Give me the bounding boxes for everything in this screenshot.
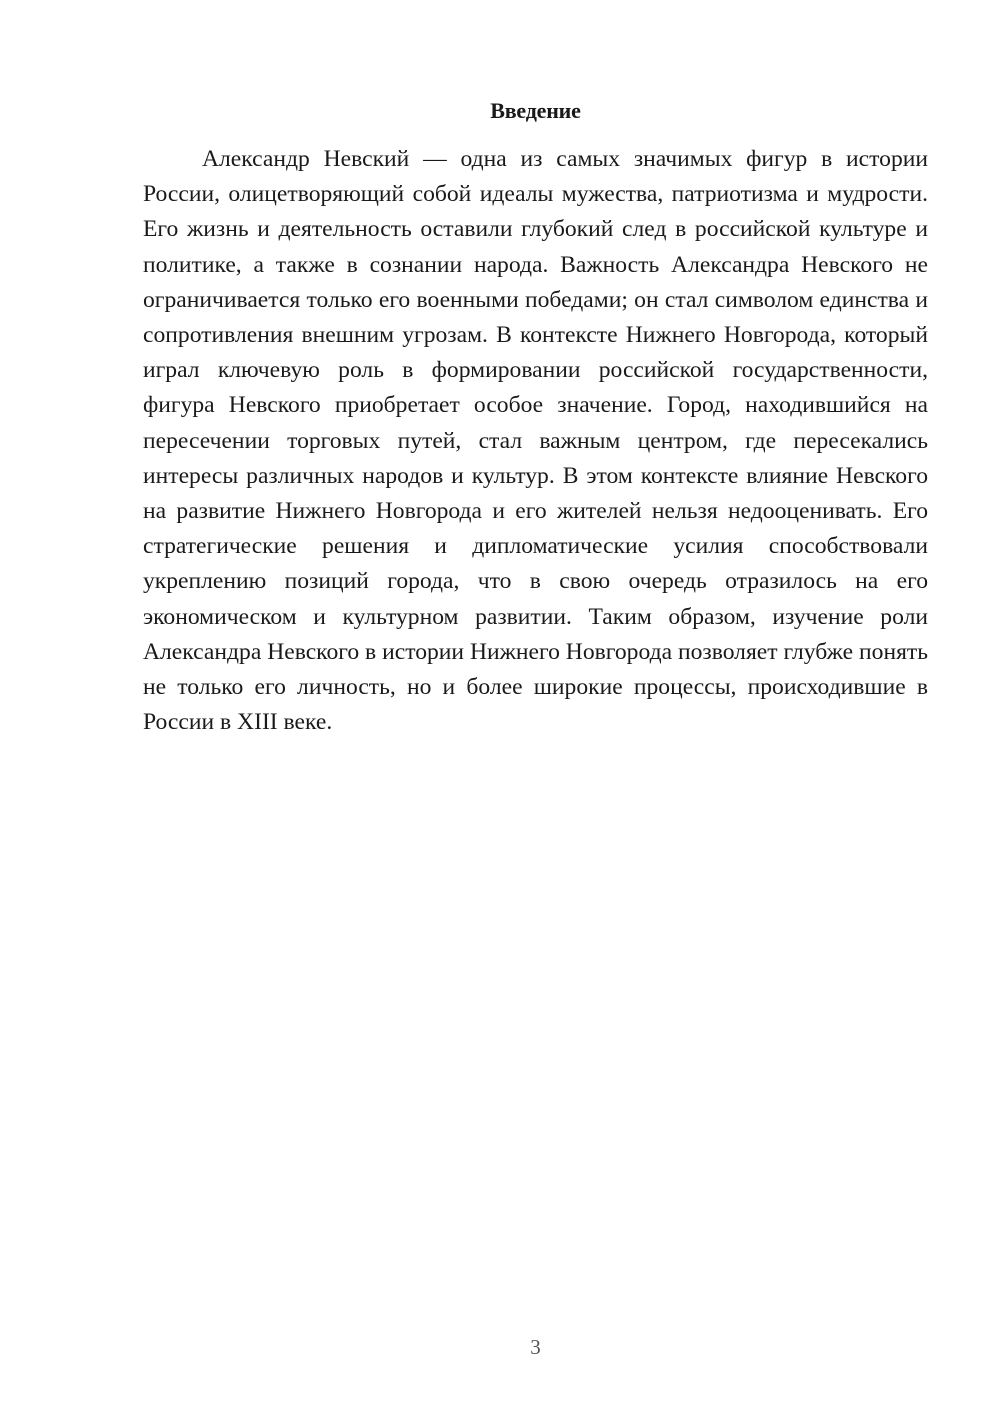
page-number: 3 <box>530 1335 541 1359</box>
section-heading: Введение <box>490 98 581 123</box>
body-paragraph: Александр Невский — одна из самых значимых фигур в истории России, олицетворяющий собой идеалы мужества, патриотизма и мудрости. Его жизнь и деятельность оставили глубокий след в российской культуре и политике, а также в сознании народа. Важность Александра Невского не ограничивается только его военными победами; он стал символом единства и сопротивления внешним угрозам. В контексте Нижнего Новгорода, который играл ключевую роль в формировании российской государственности, фигура Невского приобретает особое значение. Город, находившийся на пересечении торговых путей, стал важным центром, где пересекались интересы различных народов и культур. В этом контексте влияние Невского на развитие Нижнего Новгорода и его жителей нельзя недооценивать. Его стратегические решения и дипломатические усилия способствовали укреплению позиций города, что в свою очередь отразилось на его экономическом и культурном развитии. Таким образом, изучение роли Александра Невского в истории Нижнего Новгорода позволяет глубже понять не только его личность, но и более широкие процессы, происходившие в России в XIII веке. <box>143 146 928 736</box>
